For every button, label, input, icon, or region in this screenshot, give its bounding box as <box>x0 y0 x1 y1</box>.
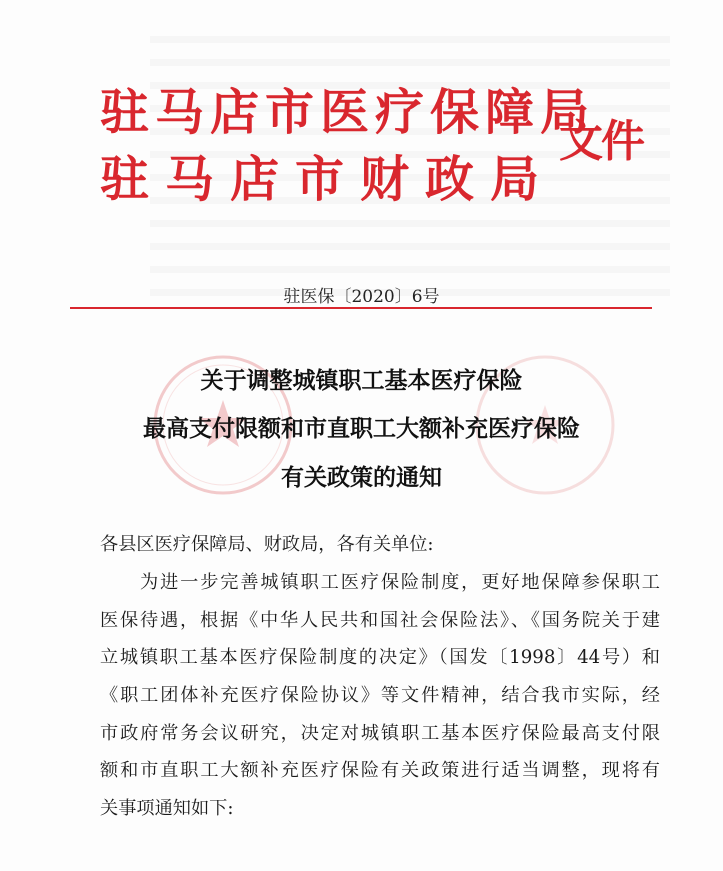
issuing-org-finance-bureau: 驻马店市财政局 <box>100 150 556 208</box>
body-line: 医保待遇，根据《中华人民共和国社会保险法》、《国务院关于建 <box>100 610 660 631</box>
body-line: 额和市直职工大额补充医疗保险有关政策进行适当调整，现将有 <box>100 760 660 781</box>
document-number: 驻医保〔2020〕6号 <box>283 287 440 307</box>
red-divider-line <box>70 307 652 309</box>
body-line: 《职工团体补充医疗保险协议》等文件精神，结合我市实际，经 <box>100 685 660 706</box>
body-line: 立城镇职工基本医疗保险制度的决定》（国发〔1998〕44号）和 <box>100 647 660 668</box>
document-label: 文件 <box>559 116 643 167</box>
body-line: 为进一步完善城镇职工医疗保险制度，更好地保障参保职工 <box>140 572 660 593</box>
notice-title-line-3: 有关政策的通知 <box>281 464 442 491</box>
notice-title-line-2: 最高支付限额和市直职工大额补充医疗保险 <box>143 415 580 442</box>
body-line: 市政府常务会议研究，决定对城镇职工基本医疗保险最高支付限 <box>100 723 660 744</box>
issuing-org-medical-security-bureau: 驻马店市医疗保障局 <box>100 83 596 141</box>
notice-title-line-1: 关于调整城镇职工基本医疗保险 <box>200 367 523 394</box>
body-line: 关事项通知如下: <box>100 798 234 819</box>
salutation: 各县区医疗保障局、财政局，各有关单位: <box>100 534 434 555</box>
